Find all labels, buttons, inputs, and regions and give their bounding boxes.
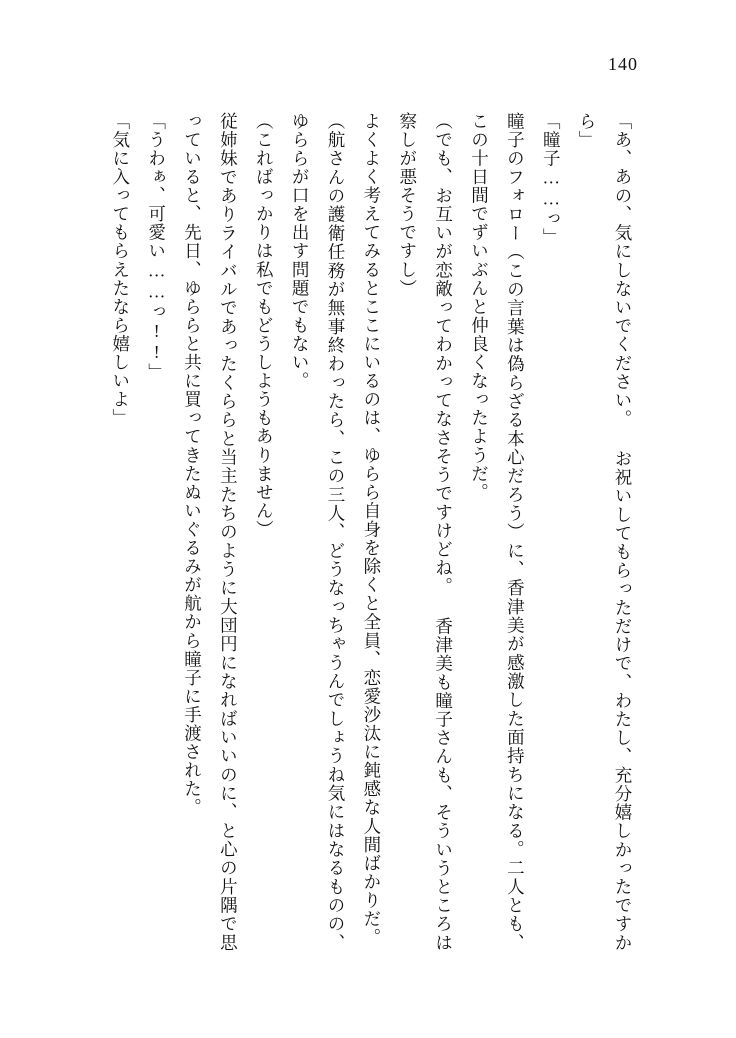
page-number: 140	[608, 54, 638, 74]
paragraph: （でも、お互いが恋敵ってわかってなさそうですけどね。 香津美も瞳子さんも、そういうところは察しが悪そうですし）	[397, 112, 454, 952]
paragraph: 「瞳子……っ」	[541, 112, 562, 247]
paragraph: 従姉妹でありライバルであったくららと当主たちのように大団円になればいいのに、と心の片隅で思っていると、先日、ゆららと共に買ってきたぬいぐるみが航から瞳子に手渡された。	[182, 112, 239, 952]
paragraph: 「気に入ってもらえたなら嬉しいよ」	[110, 112, 131, 428]
paragraph: 「うわぁ、可愛い……っ!!」	[146, 112, 167, 382]
paragraph: よくよく考えてみるとここにいるのは、ゆらら自身を除くと全員、恋愛沙汰に鈍感な人間ばかりだ。	[361, 112, 382, 947]
paragraph: 「あ、あの、気にしないでください。 お祝いしてもらっただけで、わたし、充分嬉しかったですから」	[577, 112, 633, 952]
paragraph: （こればっかりは私でもどうしようもありません）	[254, 112, 275, 539]
paragraph: 瞳子のフォロー（この言葉は偽らざる本心だろう）に、香津美が感激した面持ちになる。二人とも、この十日間でずいぶんと仲良くなったようだ。	[469, 112, 526, 952]
paragraph: （航さんの護衛任務が無事終わったら、この三人、どうなっちゃうんでしょうね気にはなるものの、ゆららが口を出す問題でもない。	[290, 112, 346, 952]
page-body-text	[80, 112, 640, 952]
